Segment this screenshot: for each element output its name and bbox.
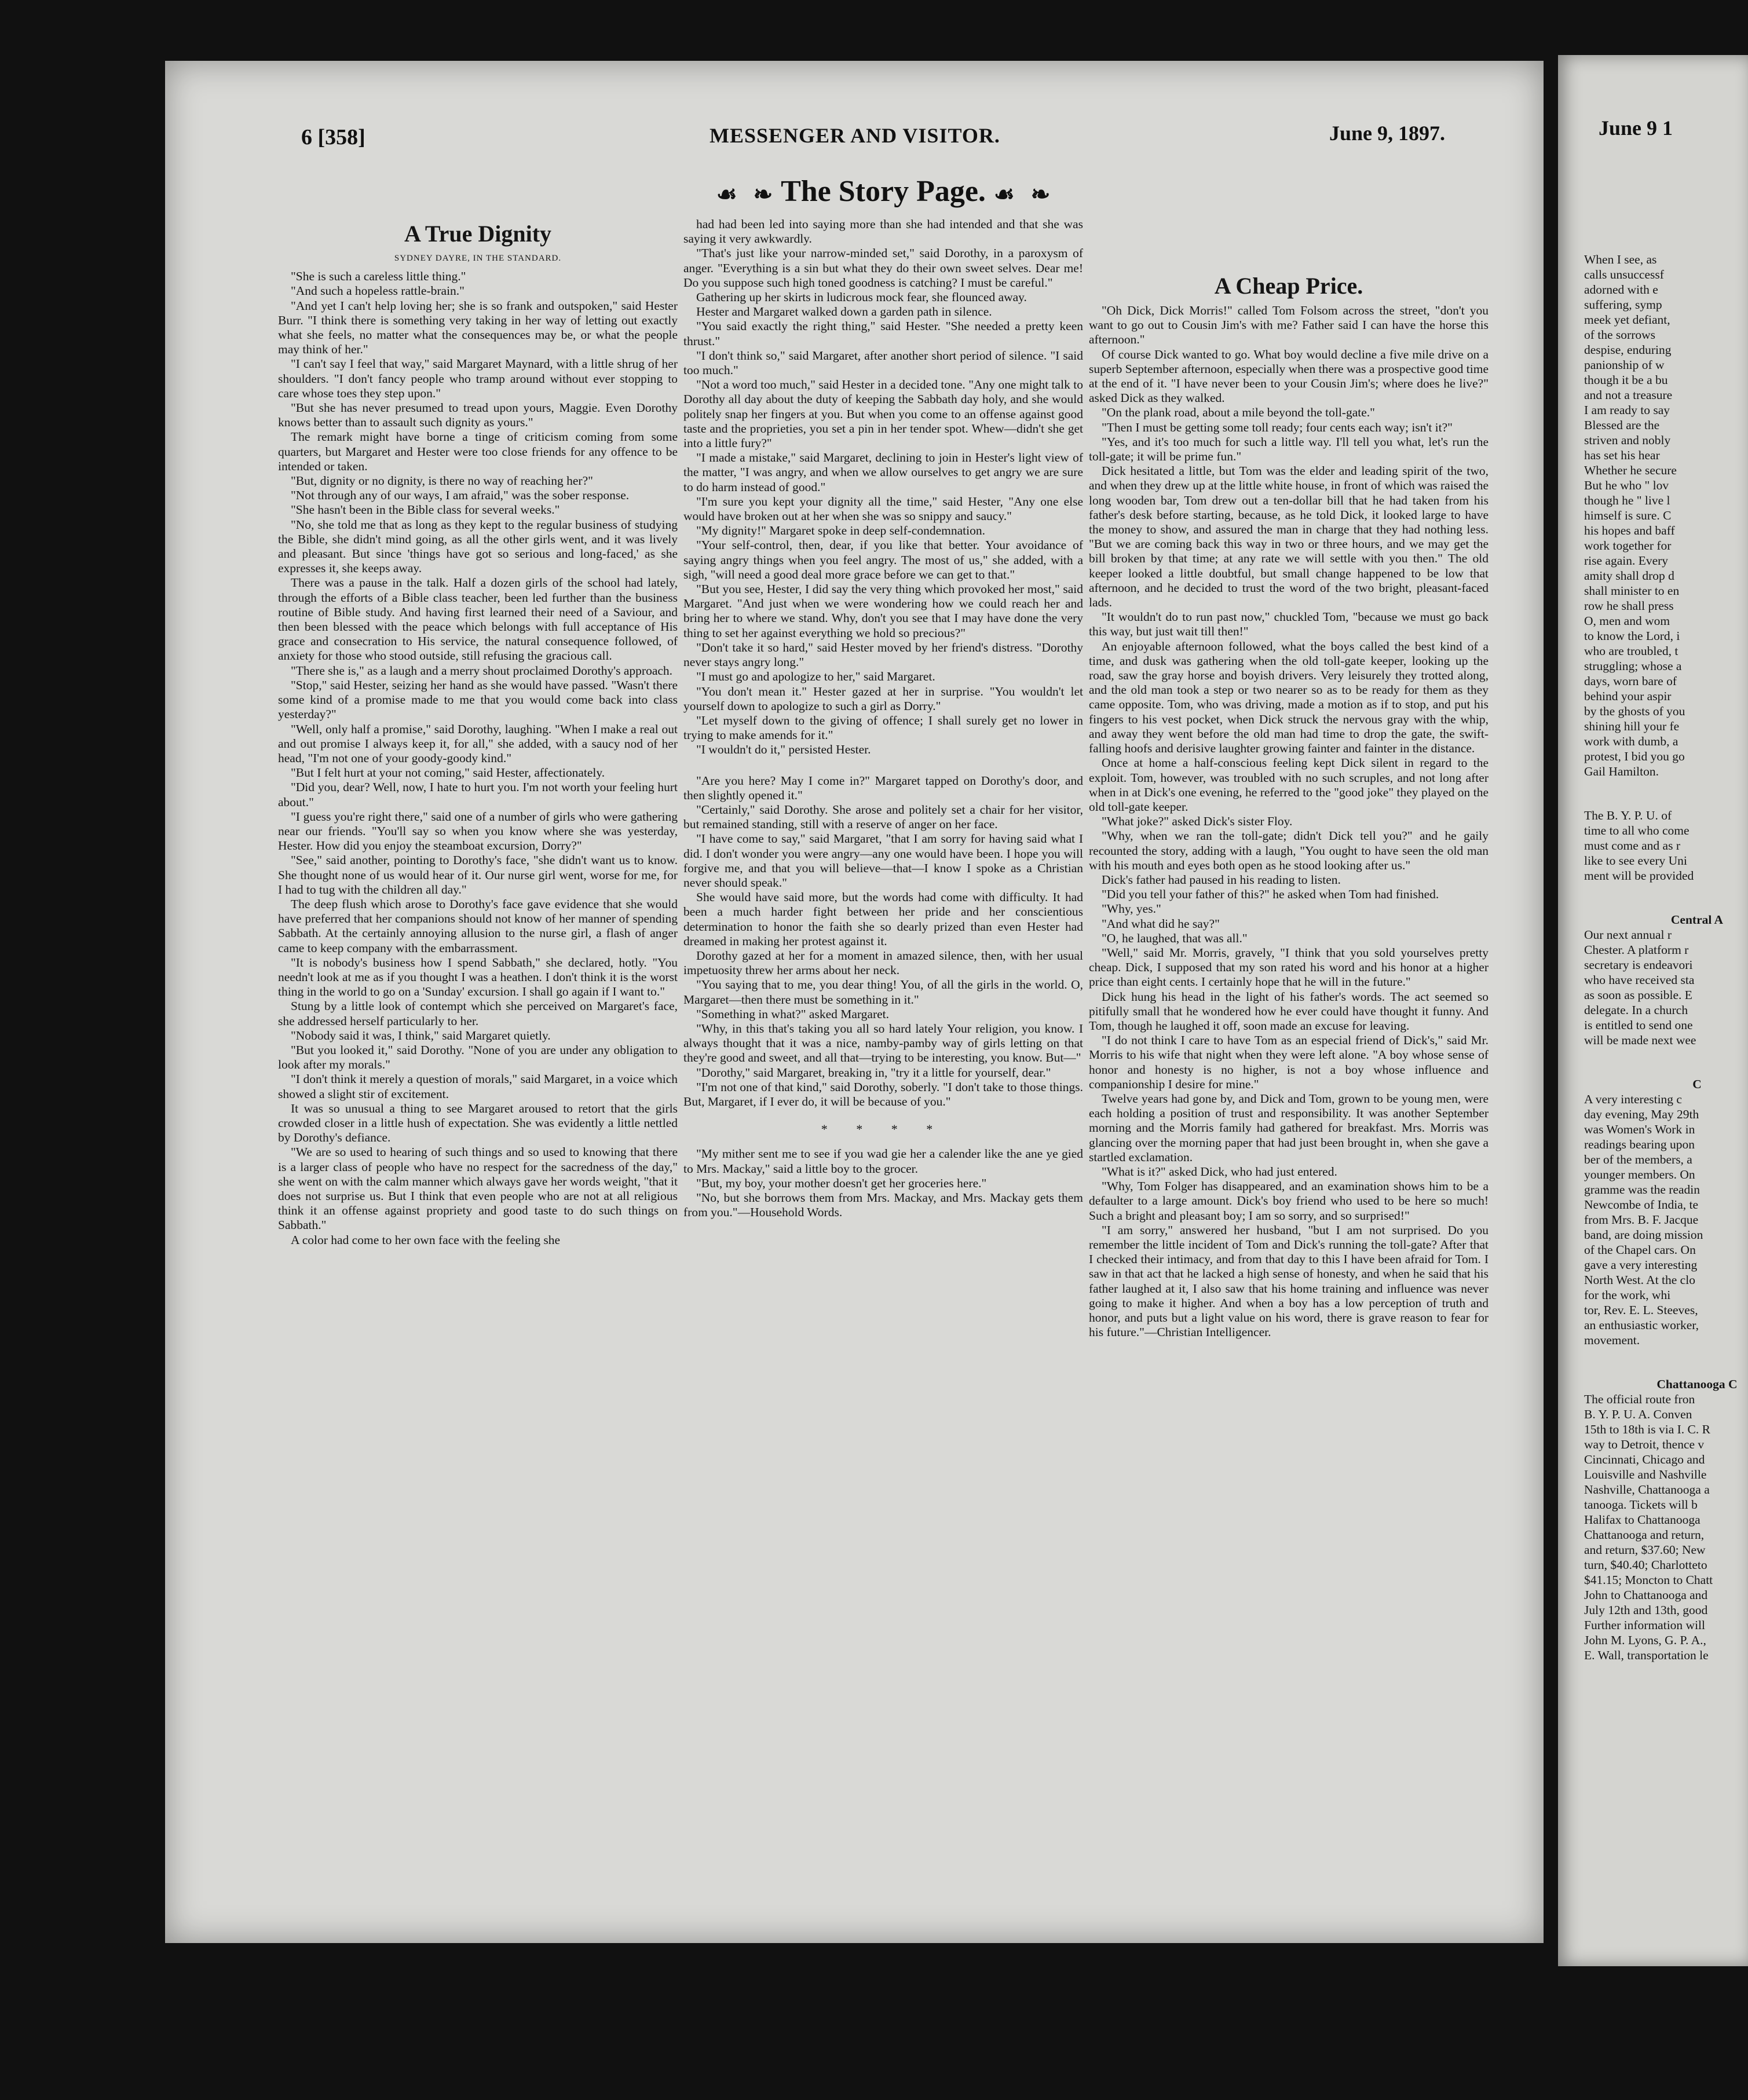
text-line: way to Detroit, thence v [1584,1437,1705,1451]
text-line: turn, $40.40; Charlotteto [1584,1558,1707,1572]
paragraph: "But, dignity or no dignity, is there no way of reaching her?" [291,474,593,488]
paragraph: "No, she told me that as long as they kept to the regular business of studying the Bible, she didn't mind going, as all the other girls went, and it was lively and pleasant. But since 'things have got so serious and long-faced,' as she expresses it, she keeps away. [278,517,678,576]
text-line: and not a treasure [1584,388,1673,402]
adjacent-page [1558,55,1748,1966]
paragraph: "It wouldn't do to run past now," chuckled Tom, "because we must go back this way, but just wait till then!" [1089,610,1489,639]
anecdote-body [683,1147,1083,1220]
paragraph: Dick hesitated a little, but Tom was the elder and leading spirit of the two, and when they drew up at the little white house, in front of which was raised the long wooden bar, Tom drew out a ten-dollar bill that he had taken from his father's desk before starting, because, as he told Dick, it looked large to have the money to show, and assured the man in charge that they had nothing less. "But we are coming back this way in two or three hours, and we may get the bill broken by that time; at any rate we will settle with you then." The old keeper looked a little doubtful, but small change happened to be low that afternoon, and he decided to trust the word of the two bright, pleasant-faced lads. [1089,464,1489,610]
text-line: John to Chattanooga and [1584,1588,1708,1602]
article-title: A Cheap Price. [1214,273,1363,299]
text-line: E. Wall, transportation le [1584,1648,1709,1662]
text-line: Chattanooga and return, [1584,1528,1705,1542]
paragraph: "Why, Tom Folger has disappeared, and an examination shows him to be a defaulter to a large amount. Dick's boy friend who used to be here so much! Such a bright and pleasant boy; I am so sorry, and so surprised!" [1089,1179,1489,1223]
adjacent-page-header: June 9 1 [1599,116,1673,140]
text-line: though he " live l [1584,493,1670,507]
paragraph: "I'm sure you kept your dignity all the time," said Hester, "Any one else would have broken out at her when she was so snippy and saucy." [683,494,1083,524]
paragraph: "Well, only half a promise," said Dorothy, laughing. "When I make a real out and out promise I always keep it, for all," she added, with a saucy nod of her head, "I'm not one of your goody-goody kind." [278,722,678,765]
text-line: meek yet defiant, [1584,313,1670,327]
paragraph: "You saying that to me, you dear thing! You, of all the girls in the world. O, Margaret—then there must be something in it." [683,978,1083,1007]
paragraph: "O, he laughed, that was all." [1102,931,1248,945]
text-line: But he who " lov [1584,478,1669,492]
paragraph: There was a pause in the talk. Half a dozen girls of the school had lately, through the efforts of a Bible class teacher, been led further than the business routine of Bible study. And having first learned their need of a Saviour, and then been blessed with the peace which belongs with full acceptance of His grace and consecration to His service, the natural consequence followed, of anxiety for those who stood outside, still refusing the gracious call. [278,576,678,663]
text-line: rise again. Every [1584,554,1669,568]
paragraph: "Something in what?" asked Margaret. [696,1007,890,1021]
text-line: to know the Lord, i [1584,629,1680,643]
paragraph: Gathering up her skirts in ludicrous mock fear, she flounced away. [696,290,1027,305]
text-line: secretary is endeavori [1584,958,1693,972]
paragraph: Once at home a half-conscious feeling kept Dick silent in regard to the exploit. Tom, however, was troubled with no such scruples, and not long after when in at Dick's one evening, he referred to the "good joke" they played on the old toll-gate keeper. [1089,756,1489,814]
text-line: Whether he secure [1584,463,1677,477]
paragraph: "You don't mean it." Hester gazed at her in surprise. "You wouldn't let yourself down to apologize to such a girl as Dorry." [683,684,1083,713]
paragraph: The deep flush which arose to Dorothy's face gave evidence that she would have preferred that her companions should not know of her manner of spending Sabbath. At the certainly annoying allusion to the nurse girl, a flash of anger came to keep company with the embarrassment. [278,897,678,955]
text-line: When I see, as [1584,253,1657,266]
paragraph: "I am sorry," answered her husband, "but I am not surprised. Do you remember the little incident of Tom and Dick's running the toll-gate? After that I checked their intimacy, and from that day to this I have been afraid for Tom. I saw in that act that he lacked a high sense of honesty, and when he said that his father laughed at it, I also saw that his home training and influence was never going to make it higher. And when a boy has a low perception of truth and honor, and puts but a light value on his word, there is grave reason to fear for his future."—Christian Intelligencer. [1089,1223,1489,1340]
paragraph: "She hasn't been in the Bible class for several weeks." [291,503,560,517]
paragraph: A color had come to her own face with the feeling she [291,1232,561,1247]
newspaper-title: MESSENGER AND VISITOR. [710,124,1000,147]
section-divider: * * * * [821,1122,946,1137]
text-line: panionship of w [1584,358,1665,372]
section-gap [1584,883,1748,912]
text-line: Gail Hamilton. [1584,764,1659,778]
paragraph: "I don't think so," said Margaret, after another short period of silence. "I said too much." [683,348,1083,378]
text-line: I am ready to say [1584,403,1670,417]
paragraph: "But, my boy, your mother doesn't get her groceries here." [696,1176,987,1190]
text-line: band, are doing mission [1584,1228,1703,1242]
text-line: row he shall press [1584,599,1674,613]
text-line: Cincinnati, Chicago and [1584,1453,1705,1466]
text-line: B. Y. P. U. A. Conven [1584,1407,1692,1421]
adjacent-page-text [1584,252,1748,1663]
ornament-left-icon: ☙ [716,181,737,207]
paragraph: "And what did he say?" [1102,916,1220,931]
paragraph: "I don't think it merely a question of morals," said Margaret, in a voice which showed a slight stir of excitement. [278,1072,678,1101]
paragraph: "Certainly," said Dorothy. She arose and politely set a chair for her visitor, but remained standing, still with a reserve of anger on her face. [683,802,1083,832]
text-line: was Women's Work in [1584,1122,1695,1136]
text-line: protest, I bid you go [1584,749,1685,763]
paragraph: "There she is," as a laugh and a merry shout proclaimed Dorothy's approach. [291,663,673,678]
paragraph: "Did you, dear? Well, now, I hate to hurt you. I'm not worth your feeling hurt about." [278,780,678,809]
section-gap [1584,1048,1748,1077]
paragraph: Dick hung his head in the light of his father's words. The act seemed so pitifully small that he wondered how he ever could have thought it funny. And Tom, though he laughed it off, soon made an excuse for leaving. [1089,989,1489,1033]
text-line: days, worn bare of [1584,674,1677,688]
adjacent-text-block [1584,252,1748,779]
text-line: ment will be provided [1584,869,1694,883]
text-line: The official route fron [1584,1392,1695,1406]
article-body-continued [683,217,1083,758]
article-cheap-price [1089,272,1489,1340]
text-line: gramme was the readin [1584,1183,1700,1197]
text-line: time to all who come [1584,824,1690,837]
paragraph: "Then I must be getting some toll ready; four cents each way; isn't it?" [1102,420,1453,434]
paragraph: "Your self-control, then, dear, if you like that better. Your avoidance of saying angry things when you feel angry. The most of us," she added, with a sigh, "will need a good deal more grace before we can get to that." [683,538,1083,581]
paragraph: "Stop," said Hester, seizing her hand as she would have passed. "Wasn't there some kind of a promise made to me that you would come back into class yesterday?" [278,678,678,722]
paragraph: "See," said another, pointing to Dorothy's face, "she didn't want us to know. She thought none of us would hear of it. Our nurse girl went, worse for me, for I had to tug with the children all day." [278,853,678,897]
adjacent-text-block [1584,927,1748,1048]
adjacent-text-block [1584,1092,1748,1348]
section-gap [1584,779,1748,808]
text-line: shining hill your fe [1584,719,1680,733]
text-line: July 12th and 13th, good [1584,1603,1708,1617]
article-body [1089,303,1489,1340]
text-line: movement. [1584,1333,1640,1347]
paragraph: "But I felt hurt at your not coming," said Hester, affectionately. [291,766,605,780]
text-line: striven and nobly [1584,433,1671,447]
paragraph: "But you see, Hester, I did say the very thing which provoked her most," said Margaret. "And just when we were wondering how we could reach her and bring her to where we stand. Why, don't you see that I may have done the very thing to set her against everything we hold so precious?" [683,582,1083,640]
text-line: Blessed are the [1584,418,1660,432]
paragraph: "Don't take it so hard," said Hester moved by her friend's distress. "Dorothy never stays angry long." [683,640,1083,669]
text-line: has set his hear [1584,448,1660,462]
paragraph: "Why, when we ran the toll-gate; didn't Dick tell you?" and he gaily recounted the story, adding with a laugh, "You ought to have seen the old man with his mouth and eyes both open as he stood looking after us." [1089,829,1489,872]
paragraph: "Oh Dick, Dick Morris!" called Tom Folsom across the street, "don't you want to go out to Cousin Jim's with me? Father said I can have the horse this afternoon." [1089,303,1489,347]
article-true-dignity-continued [683,217,1083,1220]
text-line: calls unsuccessf [1584,268,1664,281]
text-line: of the Chapel cars. On [1584,1243,1696,1257]
paragraph: Stung by a little look of contempt which she perceived on Margaret's face, she addressed herself particularly to her. [278,999,678,1028]
article-body-part-two [683,774,1083,1110]
text-line: tor, Rev. E. L. Steeves, [1584,1303,1698,1317]
text-line: of the sorrows [1584,328,1656,342]
paragraph: "Are you here? May I come in?" Margaret tapped on Dorothy's door, and then slightly opened it." [683,773,1083,802]
text-line: North West. At the clo [1584,1273,1695,1287]
paragraph: "You said exactly the right thing," said Hester. "She needed a pretty keen thrust." [683,319,1083,348]
text-line: who have received sta [1584,973,1695,987]
adjacent-text-block [1584,808,1748,883]
text-line: Chester. A platform r [1584,943,1689,957]
text-line: work with dumb, a [1584,734,1678,748]
paragraph: It was so unusual a thing to see Margaret aroused to retort that the girls crowded closer in a little hush of expectation. She was evidently a little nettled by Dorothy's defiance. [278,1101,678,1145]
paragraph: "Well," said Mr. Morris, gravely, "I think that you sold yourselves pretty cheap. Dick, I supposed that my son rated his word and his honor at a higher price than eight cents. I certainly hope that he will in the future." [1089,945,1489,989]
text-line: despise, enduring [1584,343,1672,357]
paragraph: "I wouldn't do it," persisted Hester. [696,742,871,757]
story-page-title: The Story Page. [781,175,986,208]
ornament-left-icon-2: ❧ [753,181,773,207]
paragraph: "On the plank road, about a mile beyond the toll-gate." [1102,405,1375,420]
issue-date: June 9, 1897. [1329,122,1446,145]
page-number: 6 [358] [301,125,365,149]
text-line: like to see every Uni [1584,854,1687,868]
paragraph: "I made a mistake," said Margaret, declining to join in Hester's light view of the matter, "I was angry, and when we allow ourselves to get angry we are sure to do harm instead of good." [683,451,1083,494]
text-line: adorned with e [1584,283,1658,297]
paragraph: "Dorothy," said Margaret, breaking in, "try it a little for yourself, dear." [696,1065,1051,1080]
paragraph: "It is nobody's business how I spend Sabbath," she declared, hotly. "You needn't look at me as if you thought I was a heathen. I don't think it is the worst thing in the world to go on a 'Sunday' excursion. I shall go again if I want to." [278,955,678,999]
paragraph: "Not through any of our ways, I am afraid," was the sober response. [291,488,630,503]
text-line: ber of the members, a [1584,1153,1692,1166]
text-line: Nashville, Chattanooga a [1584,1483,1710,1497]
article-body [278,269,678,1247]
story-page-header [683,174,1083,215]
text-line: his hopes and baff [1584,524,1675,537]
text-line: himself is sure. C [1584,508,1672,522]
paragraph: "Not a word too much," said Hester in a decided tone. "Any one might talk to Dorothy all day about the duty of keeping the Sabbath day holy, and she would politely snap her fingers at you. But when you come to an offense against good taste and the proprieties, you set a pin in her tender spot. Whew—didn't she get into a little fury?" [683,378,1083,451]
newspaper-page [165,61,1544,1943]
paragraph: "Did you tell your father of this?" he asked when Tom had finished. [1102,887,1439,902]
paragraph: Twelve years had gone by, and Dick and Tom, grown to be young men, were each holding a position of trust and responsibility. It was another September morning and the Morris family had gathered for breakfast. Mrs. Morris was glancing over the morning paper that had just been brought in, when she gave a startled exclamation. [1089,1091,1489,1164]
text-line: struggling; whose a [1584,659,1682,673]
adjacent-text-block [1584,1392,1748,1663]
text-line: by the ghosts of you [1584,704,1685,718]
text-line: A very interesting c [1584,1092,1682,1106]
paragraph: "Yes, and it's too much for such a little way. I'll tell you what, let's run the toll-gate; it will be prime fun." [1089,434,1489,464]
text-line: as soon as possible. E [1584,988,1692,1002]
paragraph: "That's just like your narrow-minded set," said Dorothy, in a paroxysm of anger. "Everything is a sin but what they do their own sweet selves. Dear me! Do you suppose such high toned goodness is catching? I must be careful." [683,246,1083,290]
paragraph: Hester and Margaret walked down a garden path in silence. [696,305,992,319]
text-line: behind your aspir [1584,689,1672,703]
article-byline: SYDNEY DAYRE, IN THE STANDARD. [394,254,562,263]
text-line: younger members. On [1584,1168,1695,1181]
text-line: from Mrs. B. F. Jacque [1584,1213,1699,1227]
text-line: suffering, symp [1584,298,1662,312]
paragraph: "I must go and apologize to her," said Margaret. [696,669,935,684]
paragraph: An enjoyable afternoon followed, what the boys called the best kind of a time, and dusk was gathering when the old toll-gate keeper, looking up the road, saw the gray horse and boyish drivers. Very leisurely they trotted along, and the old man took a step or two nearer so as to be ready for them as they came opposite. Tom, who was driving, made a motion as if to stop, and put his fingers to his vest pocket, when Dick struck the nervous gray with the whip, and away they went before the old man had time to drop the gate, the swift-falling hoofs and derisive laughter growing fainter and fainter in the distance. [1089,639,1489,756]
text-line: and return, $37.60; New [1584,1543,1706,1557]
paragraph: "What joke?" asked Dick's sister Floy. [1102,814,1293,829]
paragraph: "I can't say I feel that way," said Margaret Maynard, with a little shrug of her shoulders. "I don't fancy people who tramp around without ever stopping to care whose toes they step upon." [278,357,678,400]
paragraph: Dick's father had paused in his reading to listen. [1102,872,1341,887]
text-line: readings bearing upon [1584,1137,1695,1151]
text-line: must come and as r [1584,839,1680,853]
text-line: 15th to 18th is via I. C. R [1584,1422,1710,1436]
paragraph: "And such a hopeless rattle-brain." [291,284,465,298]
paragraph: The remark might have borne a tinge of criticism coming from some quarters, but Margaret and Hester were too close friends for any offence to be intended or taken. [278,430,678,473]
paragraph: "I do not think I care to have Tom as an especial friend of Dick's," said Mr. Morris to his wife that night when they were left alone. "A boy whose sense of honor and honesty is no higher, is not a boy whose influence and companionship I desire for mine." [1089,1033,1489,1091]
paragraph: "I guess you're right there," said one of a number of girls who were gathering near our friends. "You'll say so when you know where she was yesterday, Hester. How did you enjoy the steamboat excursion, Dorry?" [278,809,678,853]
text-line: O, men and wom [1584,614,1670,628]
text-line: an enthusiastic worker, [1584,1318,1699,1332]
text-line: day evening, May 29th [1584,1107,1699,1121]
paragraph: "What is it?" asked Dick, who had just entered. [1102,1164,1337,1179]
section-gap [1584,1348,1748,1377]
text-line: Louisville and Nashville [1584,1468,1707,1481]
paragraph: "Nobody said it was, I think," said Margaret quietly. [291,1028,551,1042]
paragraph: "But you looked it," said Dorothy. "None of you are under any obligation to look after my morals." [278,1042,678,1072]
text-line: $41.15; Moncton to Chatt [1584,1573,1713,1587]
text-line: tanooga. Tickets will b [1584,1498,1698,1512]
text-line: Our next annual r [1584,928,1672,942]
adjacent-heading: Chattanooga C [1656,1377,1738,1391]
paragraph: "My dignity!" Margaret spoke in deep self-condemnation. [696,524,985,538]
ornament-right-icon-2: ❧ [1030,181,1051,207]
text-line: Halifax to Chattanooga [1584,1513,1701,1527]
paragraph: Of course Dick wanted to go. What boy would decline a five mile drive on a superb September afternoon, especially when there was a prospective good time at the end of it. "I have never been to your Cousin Jim's; where does he live?" asked Dick as they walked. [1089,347,1489,405]
text-line: amity shall drop d [1584,569,1674,583]
adjacent-heading: C [1692,1077,1702,1091]
paragraph: "I'm not one of that kind," said Dorothy, soberly. "I don't take to those things. But, Margaret, if I ever do, it will be because of you." [683,1080,1083,1108]
text-line: Further information will [1584,1618,1705,1632]
paragraph: "My mither sent me to see if you wad gie her a calender like the ane ye gied to Mrs. Mackay," said a little boy to the grocer. [683,1147,1083,1176]
text-line: John M. Lyons, G. P. A., [1584,1633,1706,1647]
text-line: who are troubled, t [1584,644,1678,658]
text-line: work together for [1584,539,1672,553]
paragraph: "And yet I can't help loving her; she is so frank and outspoken," said Hester Burr. "I think there is something very taking in her way of letting out exactly what she feels, no matter what the consequences may be, or what the people may think of her." [278,298,678,357]
paragraph: "She is such a careless little thing." [291,269,466,284]
text-line: will be made next wee [1584,1033,1696,1047]
paragraph: "Why, yes." [1102,902,1161,916]
adjacent-heading: Central A [1670,913,1724,927]
paragraph: "I have come to say," said Margaret, "that I am sorry for having said what I did. I don't wonder you were angry—any one would have been. I hope you will forgive me, and that you will believe—that—I know I spoke as a Christian never should speak." [683,832,1083,890]
text-line: though it be a bu [1584,373,1668,387]
paragraph: "We are so used to hearing of such things and so used to knowing that there is a larger class of people who have no respect for the sacredness of the day," she went on with the calm manner which always gave her words weight, "that it does not surprise us. But I think that even people who are not at all religious think it an offense against propriety and good taste to do such things on Sabbath." [278,1145,678,1232]
paragraph: Dorothy gazed at her for a moment in amazed silence, then, with her usual impetuosity threw her arms about her neck. [683,948,1083,978]
text-line: Newcombe of India, te [1584,1198,1699,1212]
section-gap [683,758,1083,774]
text-line: The B. Y. P. U. of [1584,808,1672,822]
paragraph: "Let myself down to the giving of offence; I shall surely get no lower in trying to make amends for it." [683,713,1083,742]
article-true-dignity [278,220,678,1247]
paragraph: "No, but she borrows them from Mrs. Mackay, and Mrs. Mackay gets them from you."—Household Words. [683,1191,1083,1220]
paragraph: had had been led into saying more than she had intended and that she was saying it very awkwardly. [683,217,1083,246]
text-line: for the work, whi [1584,1288,1671,1302]
text-line: gave a very interesting [1584,1258,1698,1272]
text-line: is entitled to send one [1584,1018,1693,1032]
text-line: shall minister to en [1584,584,1680,598]
article-title: A True Dignity [404,221,552,247]
text-line: delegate. In a church [1584,1003,1688,1017]
paragraph: She would have said more, but the words had come with difficulty. It had been a much harder fight between her pride and her conscientious determination to honor the faith she so dearly prized than even Hester had dreamed in making her protest against it. [683,890,1083,948]
ornament-right-icon: ☙ [993,181,1015,207]
paragraph: "But she has never presumed to tread upon yours, Maggie. Even Dorothy knows better than to assault such dignity as yours." [278,401,678,430]
paragraph: "Why, in this that's taking you all so hard lately Your religion, you know. I always thought that it was a nice, namby-pamby way of girls letting on that they're good and sweet, and all that—trying to be interesting, you know. But—" [683,1021,1083,1065]
